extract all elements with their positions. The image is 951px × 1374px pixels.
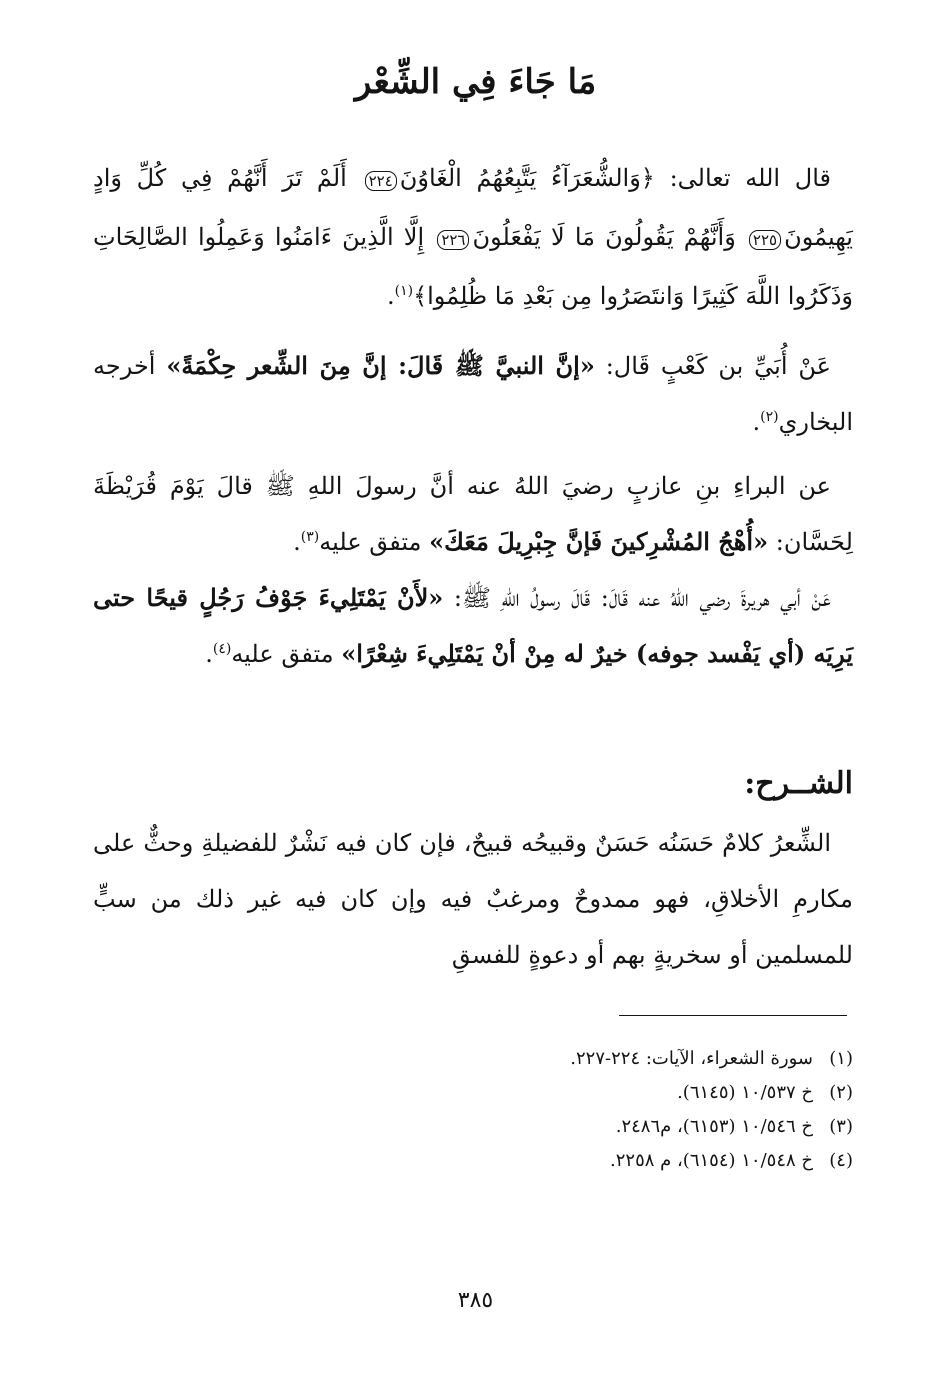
verse-end: .	[386, 282, 395, 310]
footnote-ref-2: (٢)	[760, 409, 779, 425]
ayah-number-1: ٢٢٤	[365, 171, 397, 191]
page-number: ٣٨٥	[457, 1288, 494, 1313]
hadith-3-source: متفق عليه	[231, 640, 334, 668]
hadith-3-lead: عَنْ أبي هريرةَ رضي اللهُ عنه قَالَ: قَالَ رسولُ اللهِ ﷺ:	[453, 584, 831, 612]
footnote-text: خ ١٠/٥٣٧ (٦١٤٥).	[677, 1082, 813, 1103]
verse-open-bracket: ﴿	[640, 164, 655, 192]
verse-part-1: وَالشُّعَرَآءُ يَتَّبِعُهُمُ الْغَاوُنَ	[399, 164, 641, 192]
hadith-1-end: .	[752, 408, 761, 436]
hadith-paragraph-1	[93, 338, 853, 450]
footnote-text: خ ١٠/٥٤٦ (٦١٥٣)، م٢٤٨٦.	[615, 1116, 813, 1137]
hadith-2-end: .	[293, 528, 301, 556]
hadith-2-quote: «أُهْجُ المُشْرِكينَ فَإنَّ جِبْرِيلَ مَعَكَ»	[429, 527, 769, 556]
ayah-number-3: ٢٢٦	[437, 230, 469, 250]
footnotes	[93, 1042, 853, 1178]
footnote-divider	[619, 1015, 847, 1016]
chapter-title: مَا جَاءَ فِي الشِّعْر	[354, 62, 597, 102]
footnote-text: خ ١٠/٥٤٨ (٦١٥٤)، م ٢٢٥٨.	[610, 1150, 813, 1171]
footnote-number: (١)	[829, 1048, 853, 1069]
verse-close-bracket: ﴾	[413, 282, 428, 310]
hadith-1-source: أخرجه البخاري	[93, 352, 853, 436]
verse-part-3: وَأَنَّهُمْ يَقُولُونَ مَا لَا يَفْعَلُونَ	[472, 223, 736, 251]
footnote-item	[93, 1076, 853, 1110]
verse-part-4: إِلَّا الَّذِينَ ءَامَنُوا وَعَمِلُوا الصَّالِحَاتِ وَذَكَرُوا اللَّهَ كَثِيرًا وَانتَصَرُوا مِن بَعْدِ مَا ظُلِمُوا	[93, 223, 853, 310]
footnote-ref-1: (١)	[394, 283, 414, 299]
explanation-paragraph	[93, 815, 853, 983]
footnote-number: (٢)	[829, 1082, 853, 1103]
footnote-number: (٣)	[829, 1116, 853, 1137]
hadith-2-source: متفق عليه	[319, 528, 422, 556]
hadith-2-lead: عن البراءِ بنِ عازبٍ رضيَ اللهُ عنه أنَّ رسولَ اللهِ ﷺ قالَ يَوْمَ قُرَيْظَةَ لِحَسَّان:	[93, 472, 853, 556]
footnote-number: (٤)	[829, 1150, 853, 1171]
quran-verse-paragraph	[93, 150, 853, 324]
verse-intro: قال الله تعالى:	[669, 164, 831, 192]
footnote-text: سورة الشعراء، الآيات: ٢٢٤-٢٢٧.	[570, 1048, 813, 1069]
footnote-item	[93, 1110, 853, 1144]
hadith-paragraph-3	[93, 570, 853, 682]
section-heading: الشــرح:	[744, 766, 853, 801]
hadith-3-quote: «لأَنْ يَمْتَلِيءَ جَوْفُ رَجُلٍ قيحًا حتى يَرِيَه (أي يَفْسد جوفه) خيرٌ له مِنْ أنْ يَمْتَلِيءَ شِعْرًا»	[93, 583, 853, 668]
footnote-ref-4: (٤)	[212, 641, 232, 657]
footnote-item	[93, 1042, 853, 1076]
ayah-number-2: ٢٢٥	[749, 230, 781, 250]
footnote-item	[93, 1144, 853, 1178]
explanation-text: الشِّعرُ كلامٌ حَسَنُه حَسَنٌ وقبيحُه قبيحٌ، فإن كان فيه نَشْرٌ للفضيلةِ وحثٌّ على مكارمِ الأخلاقِ، فهو ممدوحٌ ومرغبٌ فيه وإن كان فيه غير ذلك من سبٍّ للمسلمين أو سخريةٍ بهم أو دعوةٍ للفسقِ	[93, 829, 853, 969]
hadith-paragraph-2	[93, 458, 853, 570]
footnote-ref-3: (٣)	[300, 529, 320, 545]
verse-part-2: أَلَمْ تَرَ أَنَّهُمْ فِي كُلِّ وَادٍ يَهِيمُونَ	[93, 164, 853, 251]
hadith-3-end: .	[205, 640, 213, 668]
hadith-1-lead: عَنْ أُبَيِّ بن كَعْبٍ قَال:	[605, 352, 831, 380]
hadith-1-quote: «إنَّ النبيَّ ﷺ قَالَ: إنَّ مِنَ الشِّعر حِكْمَةً»	[166, 351, 595, 380]
